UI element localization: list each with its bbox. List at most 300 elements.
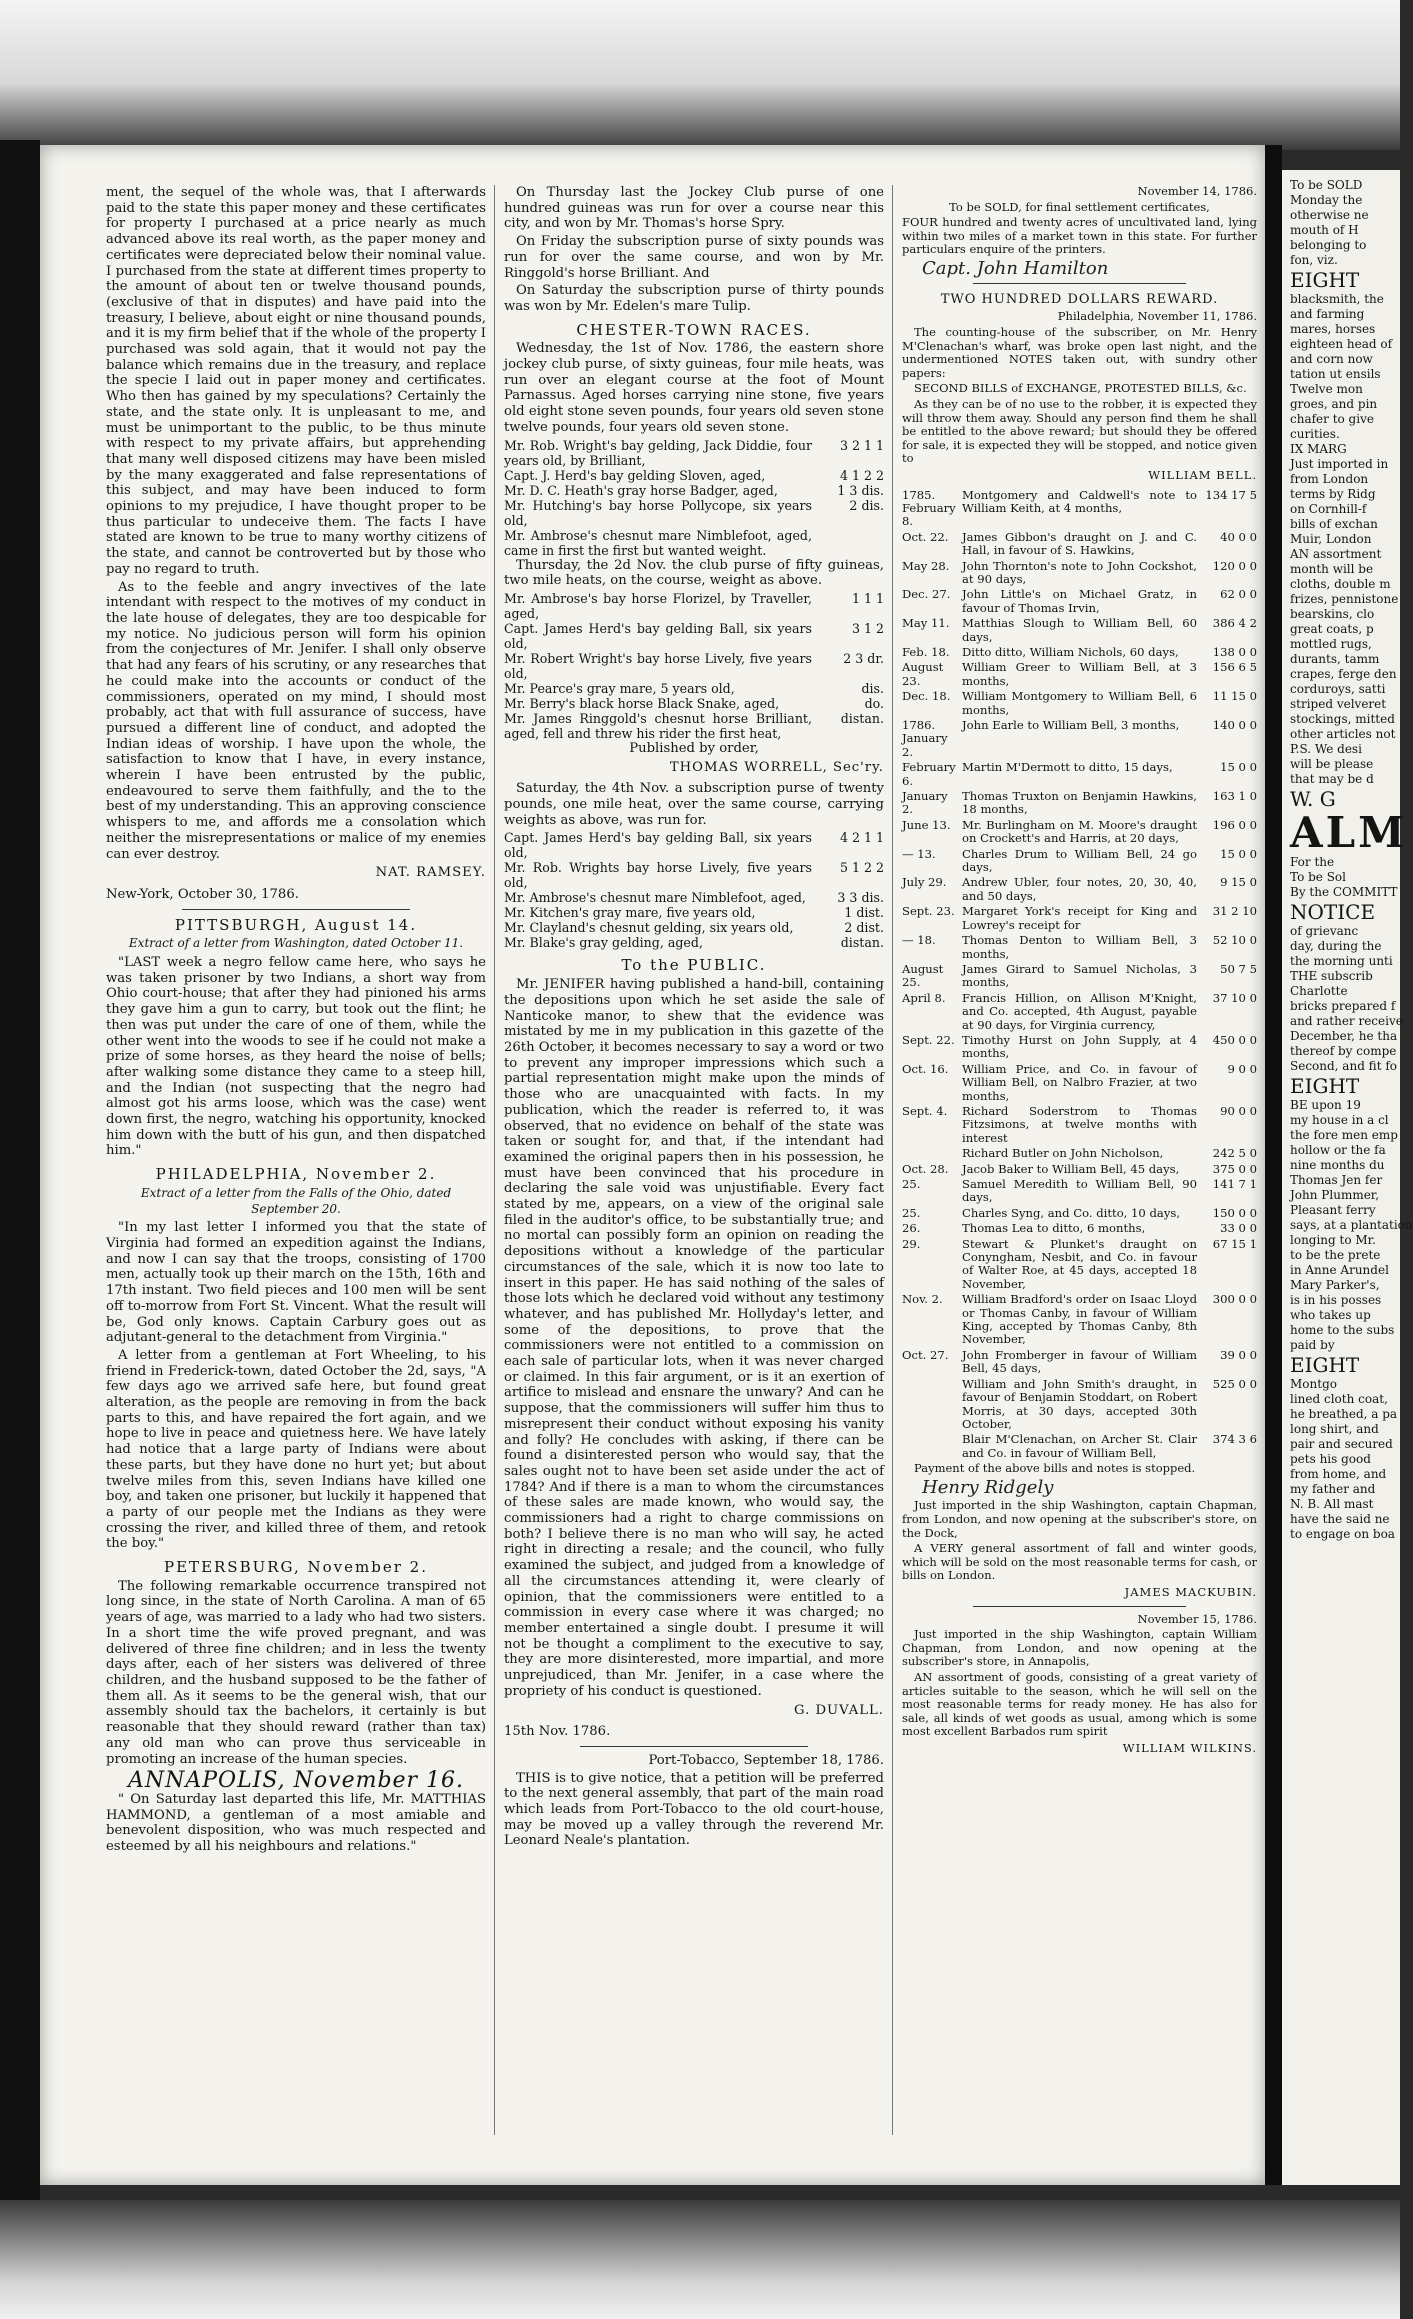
signature: G. DUVALL.	[794, 1702, 884, 1718]
race-entry-result: do.	[864, 695, 884, 711]
news-body: A letter from a gentleman at Fort Wheeling, to his friend in Frederick-town, dated October the 2d, says, "A few days ago we arrived safe here, but found great alteration, as the people are removing in from the back parts to this, and have repaired the fort again, and we hope to live in peace and quietness here. We have lately had notice that a large party of Indians were about these parts, but they have done no hurt yet; but about twelve miles from this, seven Indians have killed one boy, and taken one prisoner, but luckily it happened that a party of our people met the Indians as they were crossing the river, and killed three of them, and retook the boy."	[106, 1347, 486, 1552]
bill-date: July 29.	[902, 875, 947, 890]
bill-amount: 9 0 0	[1227, 1061, 1257, 1076]
adjacent-page-line: crapes, ferge den	[1290, 667, 1397, 681]
column-rule	[892, 185, 893, 2135]
adjacent-page-line: EIGHT	[1290, 268, 1360, 292]
scan-bottom-margin	[0, 2200, 1400, 2319]
bill-amount: 90 0 0	[1220, 1103, 1257, 1118]
race-entry-horse: Capt. James Herd's bay gelding Ball, six years old,	[504, 830, 812, 861]
bill-amount: 134 17 5	[1205, 487, 1257, 502]
headline-pittsburgh: PITTSBURGH, August 14.	[174, 915, 418, 934]
race-entry-result: distan.	[840, 935, 884, 951]
bill-description: Ditto ditto, William Nichols, 60 days,	[962, 644, 1179, 659]
bill-row	[902, 1147, 1257, 1160]
adjacent-page-line: Twelve mon	[1290, 382, 1363, 396]
bill-description: Mr. Burlingham on M. Moore's draught on Crockett's and Harris, at 20 days,	[962, 817, 1197, 846]
bill-row	[902, 1238, 1257, 1292]
bill-date: May 11.	[902, 616, 950, 631]
adjacent-page-line: N. B. All mast	[1290, 1497, 1374, 1511]
bill-amount: 62 0 0	[1220, 587, 1257, 602]
bill-amount: 33 0 0	[1220, 1221, 1257, 1236]
bill-date: 25.	[902, 1177, 921, 1191]
bill-description: William Bradford's order on Isaac Lloyd or Thomas Canby, in favour of William King, accepted by Thomas Canby, 8th November,	[962, 1292, 1197, 1347]
bill-date	[902, 1433, 962, 1460]
bill-row	[902, 761, 1257, 788]
bill-date: 1785. February 8.	[902, 487, 956, 529]
race-entry	[504, 935, 884, 950]
adjacent-page-line: bills of exchan	[1290, 517, 1378, 531]
race-entry	[504, 651, 884, 681]
bill-date: Sept. 22.	[902, 1032, 955, 1047]
race-entry-result: 2 3 dr.	[843, 650, 884, 666]
race-entry-horse: Mr. D. C. Heath's gray horse Badger, aged,	[504, 482, 778, 498]
adjacent-page-line: John Plummer,	[1290, 1188, 1380, 1202]
race-entry	[504, 860, 884, 890]
bill-amount: 374 3 6	[1212, 1432, 1257, 1447]
bill-description: James Girard to Samuel Nicholas, 3 months,	[962, 961, 1197, 990]
race-entry	[504, 438, 884, 468]
adjacent-page-line: day, during the	[1290, 939, 1382, 953]
race-entry	[504, 920, 884, 935]
dateline: New-York, October 30, 1786.	[106, 886, 299, 902]
adjacent-page-line: my father and	[1290, 1482, 1376, 1496]
adjacent-page-line: Thomas Jen fer	[1290, 1173, 1383, 1187]
bill-date: January 2.	[902, 789, 948, 817]
adjacent-page-line: belonging to	[1290, 238, 1367, 252]
bill-amount: 150 0 0	[1212, 1205, 1257, 1220]
adjacent-page-line: from London	[1290, 472, 1369, 486]
bill-description: Stewart & Plunket's draught on Conyngham, Nesbit, and Co. in favour of Walter Roe, at 45 days, accepted 18 November,	[962, 1236, 1197, 1291]
bill-row	[902, 531, 1257, 558]
bill-row	[902, 819, 1257, 846]
bill-date: August 23.	[902, 660, 944, 688]
bill-amount: 67 15 1	[1212, 1236, 1257, 1251]
adjacent-page-line: mares, horses	[1290, 322, 1376, 336]
news-body: Mr. JENIFER having published a hand-bill, containing the depositions upon which he set aside the sale of Nanticoke manor, to shew that the evidence was mistated by me in my publication in this gazette of the 26th October, it becomes necessary to say a word or two to prevent any improper impressions which such a partial representation might make upon the minds of those who are unacquainted with facts. In my publication, which the reader is referred to, it was observed, that no evidence on behalf of the state was taken or sought for, and that, if the intendant had examined the original papers then in his possession, he must have been convinced that his procedure in declaring the sale void was unjustifiable. Every fact stated by me, appears, on a view of the original sale filed in the auditor's office, to be substantially true; and no mortal can possibly form an opinion on reading the depositions without a knowledge of the particular circumstances of the sale, which it is now too late to insert in this paper. He has said nothing of the sales of those lots which he declared void without any testimony whatever, and has published Mr. Hollyday's letter, and some of the depositions, to prove that the commissioners were not entitled to a commission on each sale of particular lots, when it was never charged or claimed. In this fair argument, or is it an exertion of artifice to mislead and ensnare the unwary? And can he suppose, that the commissioners will suffer him thus to misrepresent their conduct without exposing his vanity and folly? He concludes with asking, if there can be found a disinterested person who would say, that the sales ought not to have been set aside under the act of 1784? And if there is a man to whom the circumstances of these sales are made known, who would say, the commissioners had a right to charge commissions on both? I believe there is no man who will say, he acted right in directing a resale; and the council, who fully examined the subject, and judged from a knowledge of all the circumstances attending it, were clearly of opinion, that the commissioners were entitled to a commission in every case where it was charged; no member entertained a single doubt. I presume it will not be thought a compliment to the executive to say, they are more disinterested, more impartial, and more unprejudiced, than Mr. Jenifer, in a case where the propriety of his conduct is questioned.	[504, 977, 884, 1699]
news-body: Wednesday, the 1st of Nov. 1786, the eastern shore jockey club purse, of sixty guineas, four mile heats, was run over an elegant course at the foot of Mount Parnassus. Aged horses carrying nine stone, five years old eight stone seven pounds, four years old seven stone twelve pounds, four years old seven stone.	[504, 341, 884, 435]
race-entry	[504, 681, 884, 696]
adjacent-page-line: will be please	[1290, 757, 1374, 771]
adjacent-page-line: Second, and fit fo	[1290, 1059, 1397, 1073]
race-entry-horse: Mr. Ambrose's chesnut mare Nimblefoot, aged, came in first the first but wanted weight.	[504, 527, 812, 558]
bill-row	[902, 661, 1257, 688]
bill-amount: 31 2 10	[1212, 904, 1257, 919]
bill-amount: 15 0 0	[1220, 760, 1257, 775]
bill-amount: 52 10 0	[1212, 933, 1257, 948]
bill-date	[902, 1378, 962, 1432]
bill-date: Sept. 23.	[902, 904, 955, 919]
bill-description: Thomas Denton to William Bell, 3 months,	[962, 933, 1197, 961]
adjacent-page-line: corduroys, satti	[1290, 682, 1386, 696]
race-entry-result: 2 dis.	[849, 497, 884, 513]
bill-description: Andrew Ubler, four notes, 20, 30, 40, and 50 days,	[962, 875, 1197, 903]
adjacent-page-line: bricks prepared f	[1290, 999, 1396, 1013]
race-entry	[504, 621, 884, 651]
adjacent-page-fragment	[1282, 170, 1413, 2185]
adjacent-page-line: Charlotte	[1290, 984, 1348, 998]
bill-description: William and John Smith's draught, in favour of Benjamin Stoddart, on Robert Morris, at 30 days, accepted 30th October,	[962, 1376, 1197, 1431]
bills-list	[902, 489, 1257, 1461]
race-entry	[504, 711, 884, 741]
signature: THOMAS WORRELL, Sec'ry.	[669, 759, 884, 775]
bill-row	[902, 1378, 1257, 1432]
bill-date: 1786. January 2.	[902, 718, 948, 759]
adjacent-page-line: and corn now	[1290, 352, 1373, 366]
subheadline: Extract of a letter from the Falls of the Ohio, dated September 20.	[140, 1185, 452, 1216]
adjacent-page-line: to engage on boa	[1290, 1527, 1395, 1541]
race-entry-result: 4 1 2 2	[839, 467, 884, 483]
adjacent-page-line: durants, tamm	[1290, 652, 1380, 666]
bill-date: Dec. 18.	[902, 689, 951, 704]
bill-row	[902, 1349, 1257, 1376]
adjacent-page-line: of grievanc	[1290, 924, 1359, 938]
bill-amount: 15 0 0	[1220, 846, 1257, 861]
bill-row	[902, 1163, 1257, 1176]
adjacent-page-line: long shirt, and	[1290, 1422, 1379, 1436]
adjacent-page-line: he breathed, a pa	[1290, 1407, 1398, 1421]
adjacent-page-line: hollow or the fa	[1290, 1143, 1386, 1157]
adjacent-page-line: curities.	[1290, 427, 1340, 441]
bill-row	[902, 560, 1257, 587]
dateline: November 15, 1786.	[1137, 1611, 1257, 1626]
adjacent-page-line: striped velveret	[1290, 697, 1387, 711]
bill-amount: 156 6 5	[1212, 660, 1257, 675]
news-body: On Saturday the subscription purse of thirty pounds was won by Mr. Edelen's mare Tulip.	[504, 283, 884, 314]
bill-amount: 138 0 0	[1212, 644, 1257, 659]
ad-body: Just imported in the ship Washington, captain Chapman, from London, and now opening at the subscriber's store, on the Dock,	[902, 1498, 1257, 1540]
news-body: Thursday, the 2d Nov. the club purse of fifty guineas, two mile heats, on the course, weight as above.	[504, 557, 884, 589]
adjacent-page-line: eighteen head of	[1290, 337, 1393, 351]
bill-row	[902, 1105, 1257, 1145]
bill-amount: 300 0 0	[1212, 1292, 1257, 1307]
bill-description: Charles Syng, and Co. ditto, 10 days,	[962, 1205, 1181, 1220]
race-entry-result: 4 2 1 1	[839, 830, 884, 846]
race-results	[504, 438, 884, 558]
race-entry	[504, 696, 884, 711]
bill-amount: 120 0 0	[1212, 558, 1257, 573]
page-gutter	[1265, 145, 1282, 2185]
bill-row	[902, 1222, 1257, 1235]
ad-body: AN assortment of goods, consisting of a great variety of articles suitable to the season, which he will sell on the most reasonable terms for ready money. He has also for sale, all kinds of wet goods as usual, among which is some most excellent Barbados rum spirit	[902, 1669, 1257, 1739]
adjacent-page-line: To be SOLD	[1290, 178, 1363, 192]
adjacent-page-line: to be the prete	[1290, 1248, 1381, 1262]
news-body: "In my last letter I informed you that the state of Virginia had formed an expedition against the Indians, and now I can say that the troops, consisting of 1700 men, actually took up their march on the 15th, 16th and 17th instant. Two field pieces and 100 men will be sent off to-morrow from Fort St. Vincent. What the result will be, God only knows. Captain Carbury goes out as adjutant-general to the detachment from Virginia."	[106, 1220, 486, 1346]
adjacent-page-line: frizes, pennistone	[1290, 592, 1399, 606]
ramsey-letter-text: ment, the sequel of the whole was, that I afterwards paid to the state this paper money and these certificates for property I purchased at a price nearly as much advanced above its real worth, as the paper money and certificates were depreciated below their nominal value. I purchased from the state at different times property to the amount of about ten or twelve thousand pounds, (exclusive of that in disputes) and have paid into the treasury, I believe, about eight or nine thousand pounds, and it is my firm belief that if the whole of the property I purchased was sold again, that it would not pay the balance which remains due in the treasury, and replace the specie I laid out in paper money and certificates. Who then has gained by my speculations? Certainly the state, and the state only. It is unpleasant to me, and must be unimportant to the public, to be thus minute with respect to my private affairs, but apprehending that many well disposed citizens may have been misled by the many exaggerated and false representations of this subject, and may have been induced to form opinions to my prejudice, I have thought proper to be thus particular to undeceive them. The facts I have stated are known to be true to many worthy citizens of the state, and cannot be controverted but by those who pay no regard to truth.	[106, 185, 486, 577]
dateline: Port-Tobacco, September 18, 1786.	[648, 1752, 884, 1768]
race-entry-result: distan.	[840, 710, 884, 726]
race-entry-result	[818, 528, 884, 558]
adjacent-page-line: paid by	[1290, 1338, 1335, 1352]
bill-amount: 40 0 0	[1220, 529, 1257, 544]
signature: WILLIAM WILKINS.	[1122, 1740, 1257, 1755]
bill-description: Matthias Slough to William Bell, 60 days,	[962, 616, 1197, 644]
bill-description: John Thornton's note to John Cockshot, at 90 days,	[962, 558, 1197, 586]
race-entry-result: 3 1 2	[851, 620, 884, 636]
bill-date: 26.	[902, 1221, 921, 1236]
bill-description: John Earle to William Bell, 3 months,	[962, 718, 1180, 732]
bill-date: April 8.	[902, 990, 946, 1005]
race-entry-horse: Mr. James Ringgold's chesnut horse Brilliant, aged, fell and threw his rider the first heat,	[504, 710, 812, 741]
signature: JAMES MACKUBIN.	[1124, 1584, 1257, 1599]
bill-date: Nov. 2.	[902, 1292, 943, 1307]
dateline: November 14, 1786.	[1137, 184, 1257, 198]
ad-body: Payment of the above bills and notes is stopped.	[914, 1461, 1196, 1476]
bill-row	[902, 719, 1257, 759]
adjacent-page-line: terms by Ridg	[1290, 487, 1376, 501]
adjacent-page-line: month will be	[1290, 562, 1374, 576]
ramsey-letter-text: As to the feeble and angry invectives of the late intendant with respect to the motives of my conduct in the late house of delegates, they are too despicable for my notice. No judicious person will form his opinion from the conjectures of Mr. Jenifer. I shall only observe that had any fears of his scrutiny, or any researches that he could make into the accounts or conduct of the commissioners, operated on my mind, I should most probably, act that with full assurance of success, have pursued a different line of conduct, and adopted the Indian ideas of worship. I have upon the whole, the satisfaction to know that I have, in every instance, wherein I have been entrusted by the public, endeavoured to serve them faithfully, and the to the best of my understanding. This an approving conscience whispers to me, and affords me a consolation which neither the misrepresentations or malice of my enemies can ever destroy.	[106, 579, 486, 862]
book-binding	[0, 140, 40, 2200]
adjacent-page-line: from home, and	[1290, 1467, 1387, 1481]
adjacent-page-line: December, he tha	[1290, 1029, 1398, 1043]
adjacent-page-line: mottled rugs,	[1290, 637, 1372, 651]
race-entry-result: 1 3 dis.	[837, 482, 884, 498]
bill-description: Thomas Lea to ditto, 6 months,	[962, 1221, 1146, 1236]
adjacent-page-line: mouth of H	[1290, 223, 1359, 237]
bill-description: John Fromberger in favour of William Bell, 45 days,	[962, 1347, 1197, 1376]
bill-date: 29.	[902, 1236, 921, 1251]
adjacent-page-line: and rather receive	[1290, 1014, 1403, 1028]
race-entry-result: 2 dist.	[844, 920, 884, 936]
race-entry-horse: Mr. Kitchen's gray mare, five years old,	[504, 905, 756, 921]
adjacent-page-line: pair and secured	[1290, 1437, 1393, 1451]
ad-body: FOUR hundred and twenty acres of uncultivated land, lying within two miles of a market town in this state. For further particulars enquire of the printers.	[902, 215, 1257, 257]
notice-body: THIS is to give notice, that a petition will be preferred to the next general assembly, that part of the main road which leads from Port-Tobacco to the old court-house, may be moved up a valley through the reverend Mr. Leonard Neale's plantation.	[504, 1770, 884, 1849]
adjacent-page-line: BE upon 19	[1290, 1098, 1361, 1112]
published-note: Published by order,	[629, 740, 759, 756]
bill-date	[902, 1147, 962, 1160]
adjacent-page-line: EIGHT	[1290, 1353, 1360, 1377]
race-entry	[504, 468, 884, 483]
newspaper-page	[40, 145, 1265, 2185]
bill-date: Oct. 27.	[902, 1347, 949, 1362]
race-entry-horse: Mr. Clayland's chesnut gelding, six years old,	[504, 920, 794, 936]
race-results	[504, 591, 884, 741]
bill-date: August 25.	[902, 961, 944, 990]
bill-amount: 37 10 0	[1212, 990, 1257, 1005]
divider	[182, 909, 410, 910]
adjacent-page-line: P.S. We desi	[1290, 742, 1362, 756]
adjacent-page-line: Just imported in	[1290, 457, 1389, 471]
headline-petersburg: PETERSBURG, November 2.	[164, 1558, 428, 1577]
race-entry-result: 3 2 1 1	[839, 437, 884, 453]
handwritten-annotation: Henry Ridgely	[922, 1476, 1054, 1498]
bill-row	[902, 905, 1257, 932]
bill-row	[902, 1433, 1257, 1460]
adjacent-page-line: chafer to give	[1290, 412, 1374, 426]
bill-amount: 50 7 5	[1220, 961, 1257, 976]
headline-to-the-public: To the PUBLIC.	[621, 956, 767, 975]
column-3	[902, 185, 1257, 2165]
race-entry	[504, 830, 884, 860]
divider	[973, 283, 1186, 284]
race-entry	[504, 528, 884, 558]
dateline: 15th Nov. 1786.	[504, 1724, 611, 1740]
column-2	[504, 185, 884, 2165]
bill-date: Oct. 16.	[902, 1061, 949, 1076]
adjacent-page-line: ALM	[1290, 808, 1408, 857]
adjacent-page-line: Muir, London	[1290, 532, 1372, 546]
adjacent-page-line: To be Sol	[1290, 870, 1346, 884]
race-results	[504, 830, 884, 950]
ad-heading: To be SOLD, for final settlement certificates,	[949, 199, 1210, 214]
adjacent-page-text	[1282, 170, 1413, 1542]
bill-row	[902, 876, 1257, 903]
race-entry-result: 1 dist.	[844, 905, 884, 921]
race-entry-result: 1 1 1	[851, 590, 884, 606]
bill-row	[902, 588, 1257, 615]
bill-description: Francis Hillion, on Allison M'Knight, and Co. accepted, 4th August, payable at 90 days, for Virginia currency,	[962, 990, 1197, 1032]
bill-description: Martin M'Dermott to ditto, 15 days,	[962, 760, 1173, 775]
bill-description: William Price, and Co. in favour of William Bell, on Nalbro Frazier, at two months,	[962, 1061, 1197, 1103]
bill-row	[902, 963, 1257, 990]
adjacent-page-line: NOTICE	[1290, 900, 1376, 924]
bill-amount: 242 5 0	[1212, 1146, 1257, 1161]
adjacent-page-line: great coats, p	[1290, 622, 1374, 636]
adjacent-page-line: on Cornhill-f	[1290, 502, 1367, 516]
subheadline: Extract of a letter from Washington, dated October 11.	[128, 936, 464, 951]
signature: NAT. RAMSEY.	[375, 865, 486, 881]
bill-description: Richard Butler on John Nicholson,	[962, 1146, 1164, 1161]
race-entry-horse: Mr. Ambrose's bay horse Florizel, by Traveller, aged,	[504, 590, 812, 621]
bill-row	[902, 848, 1257, 875]
adjacent-page-line: Montgo	[1290, 1377, 1337, 1391]
adjacent-page-line: cloths, double m	[1290, 577, 1391, 591]
adjacent-page-line: who takes up	[1290, 1308, 1371, 1322]
bill-description: Timothy Hurst on John Supply, at 4 months,	[962, 1032, 1197, 1061]
handwritten-annotation: Capt. John Hamilton	[922, 257, 1109, 279]
adjacent-page-line: nine months du	[1290, 1158, 1385, 1172]
bill-description: Samuel Meredith to William Bell, 90 days,	[962, 1177, 1197, 1205]
adjacent-page-line: For the	[1290, 855, 1335, 869]
race-entry	[504, 905, 884, 920]
bill-amount: 9 15 0	[1220, 875, 1257, 890]
ad-body: The counting-house of the subscriber, on Mr. Henry M'Clenachan's wharf, was broke open last night, and the undermentioned NOTES taken out, with sundry other papers:	[902, 324, 1257, 380]
adjacent-page-line: other articles not	[1290, 727, 1396, 741]
bill-row	[902, 934, 1257, 961]
bill-date: Sept. 4.	[902, 1103, 948, 1118]
race-entry-horse: Mr. Pearce's gray mare, 5 years old,	[504, 680, 735, 696]
adjacent-page-line: groes, and pin	[1290, 397, 1378, 411]
race-entry-horse: Mr. Robert Wright's bay horse Lively, five years old,	[504, 650, 812, 681]
bill-amount: 39 0 0	[1220, 1347, 1257, 1362]
news-body: "LAST week a negro fellow came here, who says he was taken prisoner by two Indians, a short way from Ohio court-house; that after they had pinioned his arms they gave him a gun to carry, but took out the flint; he then was put under the care of one of them, while the other went into the woods to see if he could not make a prize of some horses, as they heard the noise of bells; after walking some distance they came to a steep hill, and the Indian (not suspecting that the negro had almost got his arms loose, which was the case) went down first, the negro, watching his opportunity, knocked him down with the butt of his gun, and then dispatched him."	[106, 955, 486, 1159]
adjacent-page-line: EIGHT	[1290, 1074, 1360, 1098]
adjacent-page-line: Monday the	[1290, 193, 1363, 207]
bill-description: James Gibbon's draught on J. and C. Hall, in favour of S. Hawkins,	[962, 529, 1197, 558]
bill-row	[902, 1178, 1257, 1205]
bill-amount: 386 4 2	[1212, 616, 1257, 631]
adjacent-page-line: Mary Parker's,	[1290, 1278, 1380, 1292]
ad-body: As they can be of no use to the robber, it is expected they will throw them away. Should any person find them he shall be entitled to the above reward; but should they be offered for sale, it is expected they will be stopped, and notice given to	[902, 396, 1257, 466]
bill-description: William Greer to William Bell, at 3 months,	[962, 660, 1197, 688]
race-entry-result: 5 1 2 2	[839, 860, 884, 876]
adjacent-page-line: in Anne Arundel	[1290, 1263, 1389, 1277]
adjacent-page-line: AN assortment	[1290, 547, 1382, 561]
adjacent-page-line: pets his good	[1290, 1452, 1371, 1466]
bill-row	[902, 690, 1257, 717]
race-entry-horse: Mr. Berry's black horse Black Snake, aged,	[504, 695, 780, 711]
race-entry	[504, 483, 884, 498]
bill-description: Margaret York's receipt for King and Lowrey's receipt for	[962, 904, 1197, 932]
bill-row	[902, 1207, 1257, 1220]
bill-row	[902, 1063, 1257, 1103]
bill-amount: 163 1 0	[1212, 789, 1257, 804]
bill-description: Blair M'Clenachan, on Archer St. Clair and Co. in favour of William Bell,	[962, 1432, 1197, 1460]
ad-body: A VERY general assortment of fall and winter goods, which will be sold on the most reasonable terms for cash, or bills on London.	[902, 1541, 1257, 1583]
bill-amount: 450 0 0	[1212, 1032, 1257, 1047]
adjacent-page-line: is in his posses	[1290, 1293, 1382, 1307]
bill-row	[902, 489, 1257, 529]
bill-date: May 28.	[902, 558, 950, 573]
bill-date: Oct. 22.	[902, 529, 949, 544]
race-entry-horse: Mr. Blake's gray gelding, aged,	[504, 935, 703, 951]
race-entry-horse: Mr. Ambrose's chesnut mare Nimblefoot, aged,	[504, 890, 806, 906]
adjacent-page-line: the fore men emp	[1290, 1128, 1398, 1142]
bill-date: — 13.	[902, 846, 936, 861]
divider	[973, 1606, 1186, 1607]
news-body: Saturday, the 4th Nov. a subscription purse of twenty pounds, one mile heat, over the same course, carrying weights as above, was run for.	[504, 781, 884, 828]
race-entry-horse: Mr. Rob. Wrights bay horse Lively, five years old,	[504, 860, 812, 891]
bill-row	[902, 617, 1257, 644]
news-body: On Thursday last the Jockey Club purse of one hundred guineas was run for over a course near this city, and won by Mr. Thomas's horse Spry.	[504, 185, 884, 232]
news-body: The following remarkable occurrence transpired not long since, in the state of North Carolina. A man of 65 years of age, was married to a lady who had two sisters. In a short time the wife proved pregnant, and was delivered of three fine children; and in less the twenty days after, each of her sisters was delivered of three children, and the husband supposed to be the father of them all. As it seems to be the general wish, that our assembly should tax the bachelors, it certainly is but reasonable that they should reward (rather than tax) any old man who can prove thus serviceable in promoting an increase of the human species.	[106, 1578, 486, 1767]
adjacent-page-line: fon, viz.	[1290, 253, 1338, 267]
bill-description: Charles Drum to William Bell, 24 go days,	[962, 846, 1197, 875]
bill-amount: 196 0 0	[1212, 817, 1257, 832]
news-body: " On Saturday last departed this life, Mr. MATTHIAS HAMMOND, a gentleman of a most amiable and benevolent disposition, who was much respected and esteemed by all his neighbours and relations."	[106, 1791, 486, 1855]
bill-description: Montgomery and Caldwell's note to William Keith, at 4 months,	[962, 487, 1197, 515]
race-entry-horse: Mr. Hutching's bay horse Pollycope, six years old,	[504, 497, 812, 528]
bill-description: Richard Soderstrom to Thomas Fitzsimons, at twelve months with interest	[962, 1103, 1197, 1145]
news-body: On Friday the subscription purse of sixty pounds was run for over the same course, and won by Mr. Ringgold's horse Brilliant. And	[504, 234, 884, 281]
signature: WILLIAM BELL.	[1148, 467, 1257, 482]
adjacent-page-line: my house in a cl	[1290, 1113, 1389, 1127]
bill-description: John Little's on Michael Gratz, in favour of Thomas Irvin,	[962, 587, 1197, 615]
bill-date: Oct. 28.	[902, 1161, 949, 1176]
adjacent-page-line: W. G	[1290, 787, 1336, 811]
bill-description: William Montgomery to William Bell, 6 months,	[962, 689, 1197, 717]
bill-amount: 375 0 0	[1212, 1161, 1257, 1176]
column-rule	[494, 185, 495, 2135]
adjacent-page-line: Pleasant ferry	[1290, 1203, 1376, 1217]
bill-date: Feb. 18.	[902, 644, 950, 659]
headline-philadelphia: PHILADELPHIA, November 2.	[155, 1165, 437, 1184]
race-entry-result: dis.	[861, 680, 884, 696]
adjacent-page-line: stockings, mitted	[1290, 712, 1395, 726]
bill-amount: 11 15 0	[1212, 689, 1257, 704]
race-entry	[504, 890, 884, 905]
bill-amount: 141 7 1	[1212, 1177, 1257, 1191]
adjacent-page-line: and farming	[1290, 307, 1365, 321]
bill-description: Jacob Baker to William Bell, 45 days,	[962, 1161, 1180, 1176]
adjacent-page-line: THE subscrib	[1290, 969, 1373, 983]
race-entry	[504, 591, 884, 621]
adjacent-page-line: that may be d	[1290, 772, 1374, 786]
adjacent-page-line: By the COMMITT	[1290, 885, 1398, 899]
race-entry-horse: Capt. J. Herd's bay gelding Sloven, aged,	[504, 467, 766, 483]
adjacent-page-line: otherwise ne	[1290, 208, 1369, 222]
race-entry-horse: Capt. James Herd's bay gelding Ball, six years old,	[504, 620, 812, 651]
bill-date: — 18.	[902, 933, 936, 948]
bill-amount: 140 0 0	[1212, 718, 1257, 732]
headline-reward: TWO HUNDRED DOLLARS REWARD.	[940, 291, 1219, 307]
adjacent-page-line: have the said ne	[1290, 1512, 1390, 1526]
scan-top-margin	[0, 0, 1400, 150]
adjacent-page-line: bearskins, clo	[1290, 607, 1375, 621]
